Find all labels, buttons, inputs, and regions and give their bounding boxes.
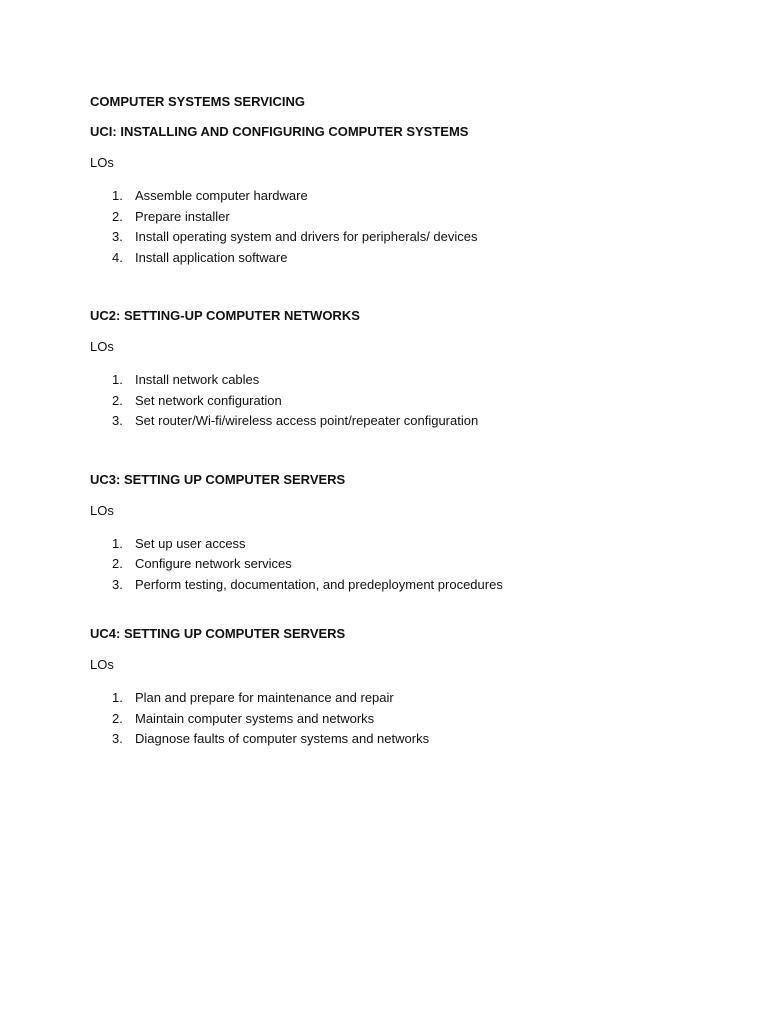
list-item-text: Assemble computer hardware: [135, 188, 308, 203]
los-label: LOs: [90, 502, 114, 518]
document-title: COMPUTER SYSTEMS SERVICING: [90, 94, 306, 109]
list-item-number: 2.: [112, 392, 123, 408]
learning-outcomes-list: [90, 688, 710, 750]
list-item-number: 2.: [112, 208, 123, 224]
list-item: [90, 207, 710, 228]
unit-section-2: [90, 308, 710, 432]
unit-title: UC2: SETTING-UP COMPUTER NETWORKS: [90, 308, 360, 323]
list-item-number: 1.: [112, 535, 123, 551]
list-item-number: 2.: [112, 556, 123, 571]
list-item-text: Install operating system and drivers for peripherals/ devices: [135, 229, 478, 244]
list-item-number: 3.: [112, 413, 123, 428]
unit-section-3: [90, 472, 710, 596]
list-item-text: Set up user access: [135, 535, 246, 551]
list-item-number: 2.: [112, 710, 123, 726]
list-item: [90, 688, 710, 709]
list-item-text: Diagnose faults of computer systems and networks: [135, 731, 430, 746]
list-item-text: Set router/Wi-fi/wireless access point/repeater configuration: [135, 413, 479, 428]
list-item-number: 1.: [112, 690, 123, 705]
list-item: [90, 709, 710, 730]
list-item-text: Perform testing, documentation, and predeployment procedures: [135, 576, 503, 592]
section-spacer: [90, 432, 710, 472]
list-item: [90, 391, 710, 412]
learning-outcomes-list: [90, 186, 710, 268]
section-spacer: [90, 595, 710, 626]
list-item-text: Set network configuration: [135, 392, 282, 408]
unit-section-1: [90, 124, 710, 268]
list-item-number: 4.: [112, 249, 123, 265]
los-label: LOs: [90, 155, 114, 170]
list-item-text: Install network cables: [135, 372, 260, 387]
list-item: [90, 729, 710, 750]
list-item: [90, 227, 710, 248]
list-item: [90, 411, 710, 432]
list-item-number: 3.: [112, 731, 123, 746]
list-item-text: Install application software: [135, 249, 288, 265]
list-item-text: Prepare installer: [135, 208, 230, 224]
unit-title: UC4: SETTING UP COMPUTER SERVERS: [90, 626, 346, 641]
unit-title: UC3: SETTING UP COMPUTER SERVERS: [90, 471, 346, 487]
list-item: [90, 575, 710, 596]
list-item: [90, 370, 710, 391]
list-item: [90, 186, 710, 207]
learning-outcomes-list: [90, 534, 710, 596]
list-item-number: 1.: [112, 372, 123, 387]
list-item-number: 1.: [112, 188, 123, 203]
list-item-number: 3.: [112, 229, 123, 244]
los-label: LOs: [90, 339, 114, 354]
list-item: [90, 554, 710, 575]
learning-outcomes-list: [90, 370, 710, 432]
list-item: [90, 534, 710, 555]
list-item-text: Plan and prepare for maintenance and repair: [135, 690, 394, 705]
list-item-text: Configure network services: [135, 556, 292, 571]
unit-section-4: [90, 626, 710, 750]
los-label: LOs: [90, 657, 114, 672]
section-spacer: [90, 268, 710, 308]
list-item: [90, 248, 710, 269]
list-item-number: 3.: [112, 576, 123, 592]
list-item-text: Maintain computer systems and networks: [135, 710, 375, 726]
unit-title: UCI: INSTALLING AND CONFIGURING COMPUTER SYSTEMS: [90, 124, 469, 139]
document-page: [90, 94, 710, 750]
